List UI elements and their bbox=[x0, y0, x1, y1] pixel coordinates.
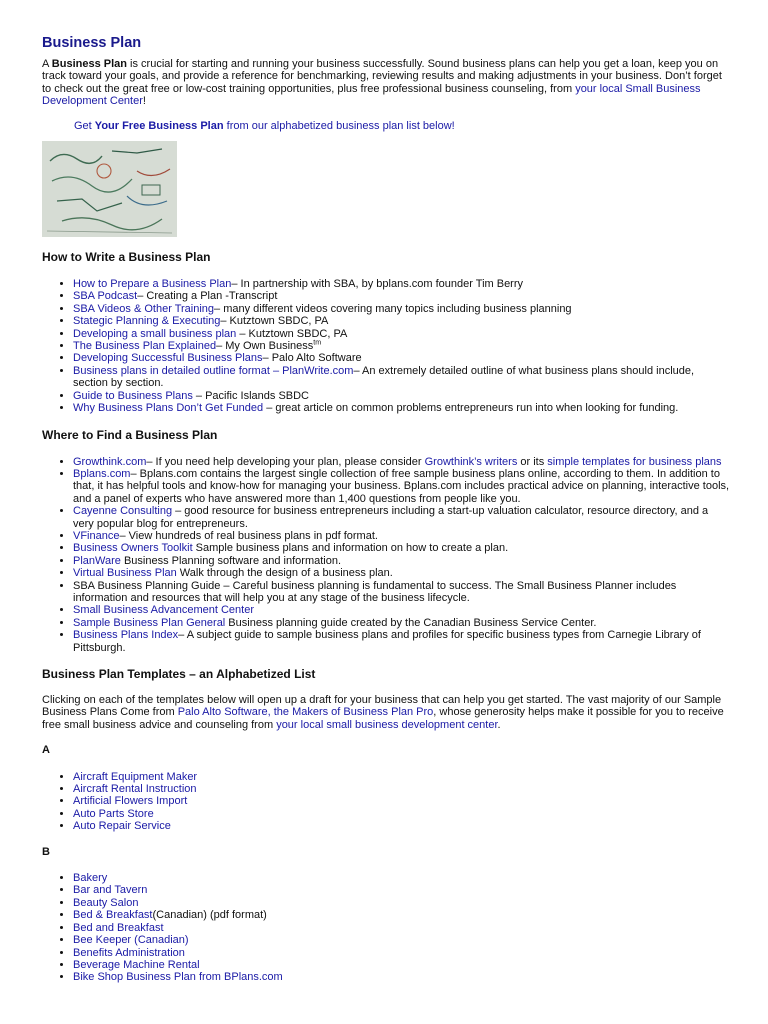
resource-link[interactable]: simple templates for business plans bbox=[547, 455, 722, 468]
letter-heading: B bbox=[42, 845, 50, 858]
list-item bbox=[73, 315, 730, 327]
list-item bbox=[73, 555, 730, 567]
template-link[interactable]: Auto Parts Store bbox=[73, 807, 154, 820]
list-item bbox=[73, 340, 730, 352]
template-link[interactable]: Benefits Administration bbox=[73, 946, 185, 959]
resource-link[interactable]: Virtual Business Plan bbox=[73, 567, 177, 580]
how-to-link[interactable]: The Business Plan Explained bbox=[73, 340, 217, 353]
template-link[interactable]: Bed & Breakfast bbox=[73, 909, 153, 922]
resource-link[interactable]: Small Business Advancement Center bbox=[73, 604, 254, 617]
template-link[interactable]: Bar and Tavern bbox=[73, 884, 148, 897]
list-item bbox=[73, 897, 730, 909]
list-item bbox=[73, 456, 730, 468]
resource-link[interactable]: Business Owners Toolkit bbox=[73, 542, 193, 555]
list-item bbox=[73, 352, 730, 364]
resource-link[interactable]: Sample Business Plan General bbox=[73, 616, 226, 629]
resource-link[interactable]: Cayenne Consulting bbox=[73, 505, 176, 518]
list-item bbox=[73, 629, 730, 654]
where-heading: Where to Find a Business Plan bbox=[42, 427, 218, 442]
list-item bbox=[73, 402, 730, 414]
list-item bbox=[73, 617, 730, 629]
item-description: – Kutztown SBDC, PA bbox=[239, 327, 348, 340]
templates-intro-a: Clicking on each of the templates below will open up a draft for your business that can help you get started. The vast majority of our Sample Business Plans Come from bbox=[42, 694, 722, 719]
list-item bbox=[73, 390, 730, 402]
how-to-heading: How to Write a Business Plan bbox=[42, 250, 211, 265]
template-link[interactable]: Artificial Flowers Import bbox=[73, 795, 188, 808]
list-item bbox=[73, 922, 730, 934]
list-item bbox=[73, 580, 730, 605]
template-link[interactable]: Bed and Breakfast bbox=[73, 921, 164, 934]
list-item bbox=[73, 884, 730, 896]
resource-link[interactable]: VFinance bbox=[73, 529, 120, 542]
list-item bbox=[73, 303, 730, 315]
list-item bbox=[73, 771, 730, 783]
trademark-sup: tm bbox=[313, 339, 322, 347]
list-item bbox=[73, 795, 730, 807]
list-item bbox=[73, 290, 730, 302]
item-description: Sample business plans and information on how to create a plan. bbox=[192, 542, 509, 555]
how-to-link[interactable]: Why Business Plans Don’t Get Funded bbox=[73, 402, 267, 415]
list-item bbox=[73, 909, 730, 921]
intro-bold: Business Plan bbox=[51, 58, 127, 70]
template-link[interactable]: Auto Repair Service bbox=[73, 820, 171, 833]
how-to-list bbox=[42, 278, 730, 414]
item-description: – Pacific Islands SBDC bbox=[195, 389, 310, 402]
list-item bbox=[73, 567, 730, 579]
resource-link[interactable]: Growthink’s writers bbox=[424, 455, 518, 468]
template-link[interactable]: Bakery bbox=[73, 872, 108, 885]
resource-link[interactable]: Growthink.com bbox=[73, 455, 147, 468]
template-link[interactable]: Beauty Salon bbox=[73, 896, 139, 909]
item-description: – My Own Business bbox=[216, 340, 314, 353]
item-description: – A subject guide to sample business plans and profiles for specific business types from Carnegie Library of Pittsburgh. bbox=[73, 629, 701, 654]
how-to-link[interactable]: SBA Videos & Other Training bbox=[73, 302, 215, 315]
sbdc-link[interactable]: your local Small Business Development Center bbox=[42, 82, 701, 108]
plan-list-link[interactable]: from our alphabetized business plan list below! bbox=[223, 119, 455, 132]
resource-link[interactable]: PlanWare bbox=[73, 554, 121, 567]
list-item bbox=[73, 542, 730, 554]
item-description: Business planning guide created by the Canadian Business Service Center. bbox=[225, 616, 597, 629]
intro-paragraph bbox=[42, 58, 730, 108]
templates-heading: Business Plan Templates – an Alphabetized List bbox=[42, 667, 316, 681]
item-description: – good resource for business entrepreneurs including a start-up valuation calculator, resource directory, and a very popular blog for entrepreneurs. bbox=[73, 505, 709, 530]
item-description: SBA Business Planning Guide – Careful business planning is fundamental to success. The Small Business Planner includes information and resources that will help you at any stage of the business lifecycle. bbox=[73, 579, 677, 604]
list-item bbox=[73, 808, 730, 820]
list-item bbox=[73, 820, 730, 832]
item-description: Business Planning software and information. bbox=[120, 554, 342, 567]
template-link[interactable]: Bee Keeper (Canadian) bbox=[73, 934, 189, 947]
template-list bbox=[42, 771, 730, 833]
local-sbdc-link[interactable]: your local small business development center bbox=[276, 718, 498, 731]
where-list bbox=[42, 456, 730, 655]
item-description: – Bplans.com contains the largest single collection of free sample business plans online, according to them. In addition to that, it has helpful tools and know-how for managing your business. Bplans.com includes practical advice on planning, interactive tools, and a panel of experts who have answered more than 1,400 questions from people like you. bbox=[73, 467, 730, 505]
item-description: – If you need help developing your plan, please consider bbox=[146, 455, 425, 468]
item-description: – An extremely detailed outline of what business plans should include, section by section. bbox=[73, 364, 695, 390]
get-pre: Get bbox=[74, 119, 95, 132]
item-description: – Palo Alto Software bbox=[262, 352, 362, 365]
template-link[interactable]: Aircraft Equipment Maker bbox=[73, 770, 198, 783]
list-item bbox=[73, 530, 730, 542]
item-description: – many different videos covering many topics including business planning bbox=[214, 302, 572, 315]
item-description: – great article on common problems entrepreneurs run into when looking for funding. bbox=[266, 402, 679, 415]
item-description: (Canadian) (pdf format) bbox=[152, 909, 267, 922]
template-link[interactable]: Aircraft Rental Instruction bbox=[73, 783, 197, 796]
templates-intro-c: . bbox=[497, 718, 501, 731]
resource-link[interactable]: Business Plans Index bbox=[73, 629, 179, 642]
list-item bbox=[73, 604, 730, 616]
templates-intro bbox=[42, 694, 730, 731]
list-item bbox=[73, 328, 730, 340]
list-item bbox=[73, 468, 730, 505]
intro-text: is crucial for starting and running your business successfully. Sound business plans can help you get a loan, keep you on track toward your goals, and provide a reference for benchmarking, reviewing results and making adjustments in your business. Don’t forget to check out the great free or low-cost training opportunities, plus free professional business counseling, from bbox=[42, 58, 722, 95]
template-link[interactable]: Beverage Machine Rental bbox=[73, 958, 200, 971]
whiteboard-photo bbox=[42, 141, 177, 237]
palo-alto-link[interactable]: Palo Alto Software, the Makers of Business Plan Pro bbox=[177, 706, 434, 719]
templates-intro-b: , whose generosity helps make it possible for you to receive free small business advice and counseling from bbox=[42, 706, 724, 731]
how-to-link[interactable]: SBA Podcast bbox=[73, 290, 138, 303]
item-description: – In partnership with SBA, by bplans.com founder Tim Berry bbox=[231, 278, 524, 291]
template-link[interactable]: Bike Shop Business Plan from BPlans.com bbox=[73, 971, 283, 984]
alphabetized-list bbox=[42, 744, 730, 984]
list-item bbox=[73, 505, 730, 530]
page-title: Business Plan bbox=[42, 35, 142, 51]
item-description: – Creating a Plan -Transcript bbox=[137, 290, 278, 303]
item-description: – View hundreds of real business plans in pdf format. bbox=[119, 529, 378, 542]
how-to-link[interactable]: Business plans in detailed outline format – PlanWrite.com bbox=[73, 364, 354, 377]
how-to-link[interactable]: Guide to Business Plans bbox=[73, 389, 196, 402]
resource-link[interactable]: Bplans.com bbox=[73, 467, 131, 480]
list-item bbox=[73, 959, 730, 971]
item-description: or its bbox=[517, 455, 548, 468]
list-item bbox=[73, 971, 730, 983]
list-item bbox=[73, 278, 730, 290]
item-description: – Kutztown SBDC, PA bbox=[220, 315, 329, 328]
item-description: Walk through the design of a business plan. bbox=[176, 567, 393, 580]
template-list bbox=[42, 872, 730, 984]
how-to-link[interactable]: How to Prepare a Business Plan bbox=[73, 278, 232, 291]
get-plan-line bbox=[74, 120, 730, 132]
how-to-link[interactable]: Stategic Planning & Executing bbox=[73, 315, 221, 328]
list-item bbox=[73, 783, 730, 795]
list-item bbox=[73, 934, 730, 946]
intro-end: ! bbox=[142, 95, 146, 108]
intro-lead: A bbox=[42, 58, 52, 70]
list-item bbox=[73, 365, 730, 390]
free-plan-bold: Your Free Business Plan bbox=[94, 119, 224, 132]
how-to-link[interactable]: Developing Successful Business Plans bbox=[73, 352, 263, 365]
letter-heading: A bbox=[42, 744, 50, 757]
list-item bbox=[73, 947, 730, 959]
how-to-link[interactable]: Developing a small business plan bbox=[73, 327, 240, 340]
list-item bbox=[73, 872, 730, 884]
